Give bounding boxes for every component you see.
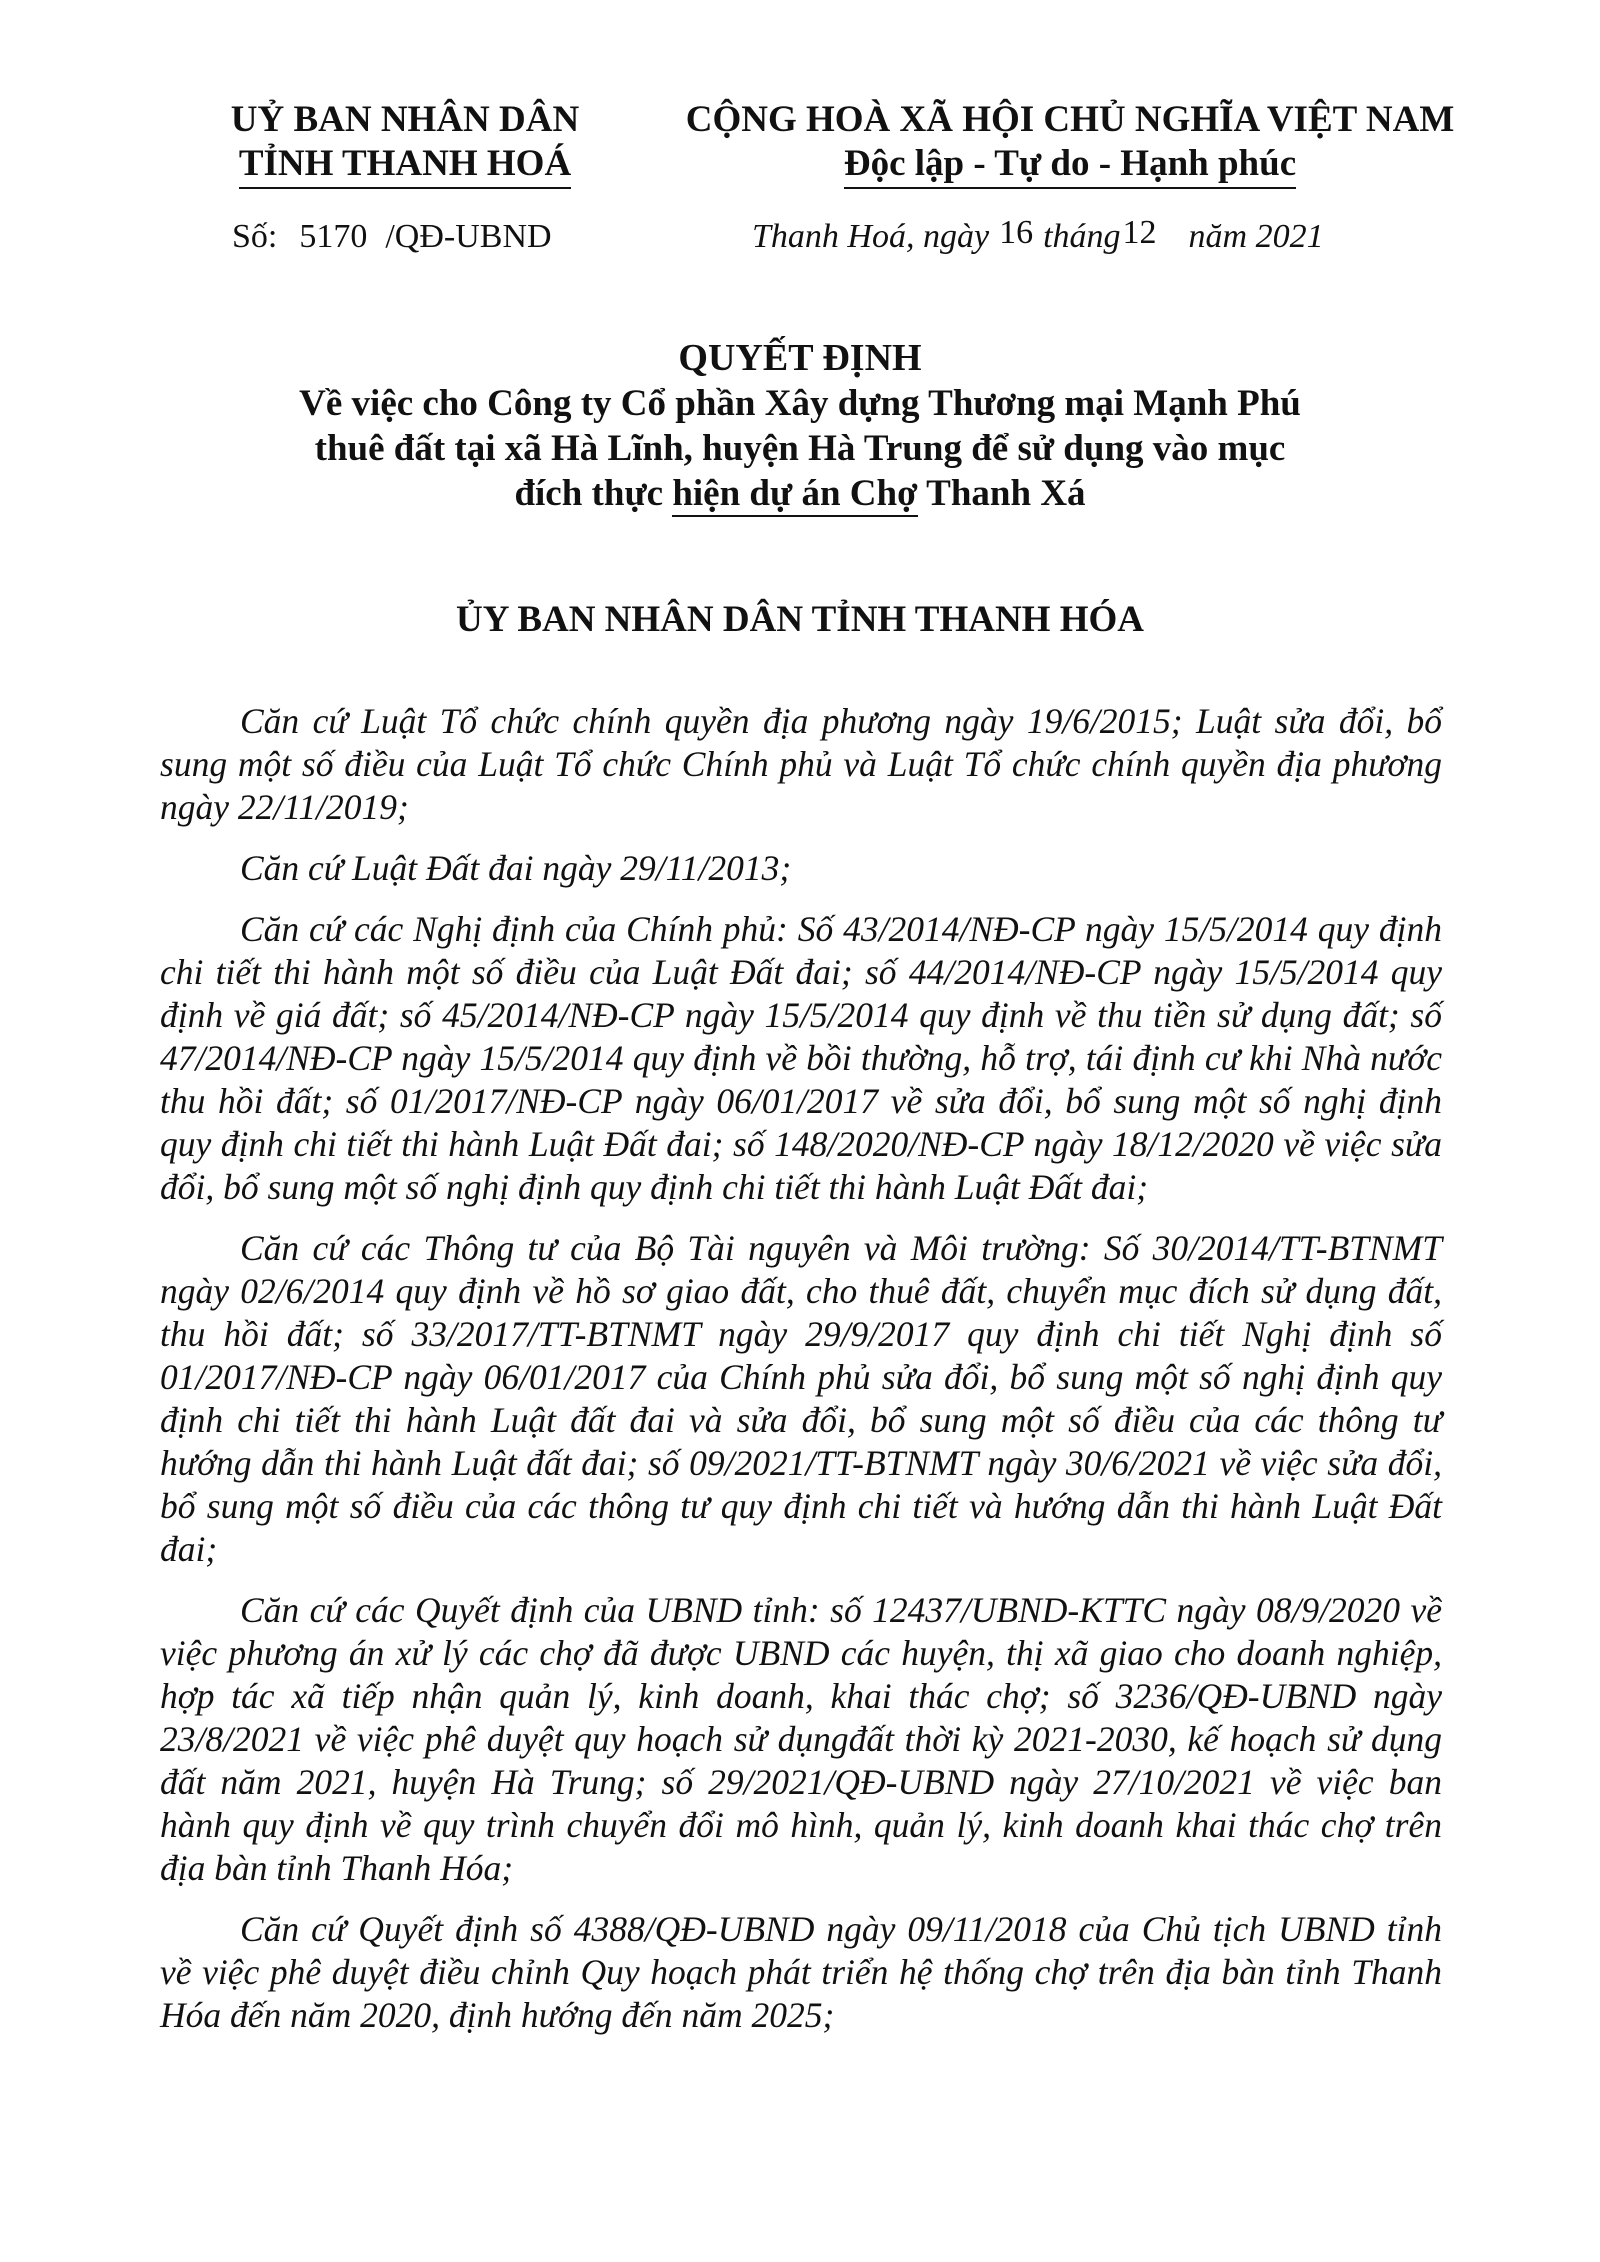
number-label: Số: xyxy=(232,218,278,255)
date-prefix: Thanh Hoá, ngày xyxy=(752,218,990,255)
basis-paragraph: Căn cứ Quyết định số 4388/QĐ-UBND ngày 09/11/2018 của Chủ tịch UBND tỉnh về việc phê duyệt điều chỉnh Quy hoạch phát triển hệ thống chợ trên địa bàn tỉnh Thanh Hóa đến năm 2020, định hướng đến năm 2025; xyxy=(160,1909,1442,2035)
decision-title xyxy=(160,336,1440,516)
document-number xyxy=(232,218,552,256)
basis-paragraph: Căn cứ Luật Đất đai ngày 29/11/2013; xyxy=(240,848,792,888)
title-line-2: thuê đất tại xã Hà Lĩnh, huyện Hà Trung để sử dụng vào mục xyxy=(314,428,1286,469)
title-line-3-end: Thanh Xá xyxy=(917,473,1086,514)
issuing-authority xyxy=(195,98,615,189)
decision-heading: QUYẾT ĐỊNH xyxy=(678,337,922,379)
title-line-3 xyxy=(160,471,1440,516)
committee-heading: ỦY BAN NHÂN DÂN TỈNH THANH HÓA xyxy=(456,599,1144,640)
motto: Độc lập - Tự do - Hạnh phúc xyxy=(844,142,1296,189)
basis-paragraph: Căn cứ các Quyết định của UBND tỉnh: số 12437/UBND-KTTC ngày 08/9/2020 về việc phương án xử lý các chợ đã được UBND các huyện, thị xã giao cho doanh nghiệp, hợp tác xã tiếp nhận quản lý, kinh doanh, khai thác chợ; số 3236/QĐ-UBND ngày 23/8/2021 về việc phê duyệt quy hoạch sử dụngđất thời kỳ 2021-2030, kế hoạch sử dụng đất năm 2021, huyện Hà Trung; số 29/2021/QĐ-UBND ngày 27/10/2021 về việc ban hành quy định về quy trình chuyển đổi mô hình, quản lý, kinh doanh khai thác chợ trên địa bàn tỉnh Thanh Hóa; xyxy=(160,1590,1442,1888)
date-year: năm 2021 xyxy=(1188,218,1324,255)
country-name: CỘNG HOÀ XÃ HỘI CHỦ NGHĨA VIỆT NAM xyxy=(685,99,1455,140)
issue-date xyxy=(752,214,1324,256)
national-motto xyxy=(650,98,1490,189)
date-month-label: tháng xyxy=(1043,218,1121,255)
date-day: 16 xyxy=(999,214,1034,251)
basis-paragraph: Căn cứ các Nghị định của Chính phủ: Số 43/2014/NĐ-CP ngày 15/5/2014 quy định chi tiết thi hành một số điều của Luật Đất đai; số 44/2014/NĐ-CP ngày 15/5/2014 quy định về giá đất; số 45/2014/NĐ-CP ngày 15/5/2014 quy định về thu tiền sử dụng đất; số 47/2014/NĐ-CP ngày 15/5/2014 quy định về bồi thường, hỗ trợ, tái định cư khi Nhà nước thu hồi đất; số 01/2017/NĐ-CP ngày 06/01/2017 về sửa đổi, bổ sung một số nghị định quy định chi tiết thi hành Luật Đất đai; số 148/2020/NĐ-CP ngày 18/12/2020 về việc sửa đổi, bổ sung một số nghị định quy định chi tiết thi hành Luật Đất đai; xyxy=(160,909,1442,1207)
date-month: 12 xyxy=(1122,214,1157,251)
title-line-1: Về việc cho Công ty Cổ phần Xây dựng Thương mại Mạnh Phú xyxy=(299,383,1301,424)
basis-paragraph: Căn cứ Luật Tổ chức chính quyền địa phương ngày 19/6/2015; Luật sửa đổi, bổ sung một số điều của Luật Tổ chức Chính phủ và Luật Tổ chức chính quyền địa phương ngày 22/11/2019; xyxy=(160,701,1442,827)
authority-line-2: TỈNH THANH HOÁ xyxy=(239,142,571,189)
number-value: 5170 xyxy=(299,218,368,255)
title-line-3-start: đích thực xyxy=(514,473,673,514)
number-suffix: /QĐ-UBND xyxy=(385,218,552,255)
legal-basis xyxy=(160,700,1442,2055)
basis-paragraph: Căn cứ các Thông tư của Bộ Tài nguyên và Môi trường: Số 30/2014/TT-BTNMT ngày 02/6/2014 quy định về hồ sơ giao đất, cho thuê đất, chuyển mục đích sử dụng đất, thu hồi đất; số 33/2017/TT-BTNMT ngày 29/9/2017 quy định chi tiết Nghị định số 01/2017/NĐ-CP ngày 06/01/2017 của Chính phủ sửa đổi, bổ sung một số nghị định quy định chi tiết thi hành Luật đất đai và sửa đổi, bổ sung một số điều của các thông tư hướng dẫn thi hành Luật đất đai; số 09/2021/TT-BTNMT ngày 30/6/2021 về việc sửa đổi, bổ sung một số điều của các thông tư quy định chi tiết và hướng dẫn thi hành Luật Đất đai; xyxy=(160,1228,1442,1569)
title-line-3-underlined: hiện dự án Chợ xyxy=(672,473,917,517)
authority-line-1: UỶ BAN NHÂN DÂN xyxy=(230,99,580,140)
